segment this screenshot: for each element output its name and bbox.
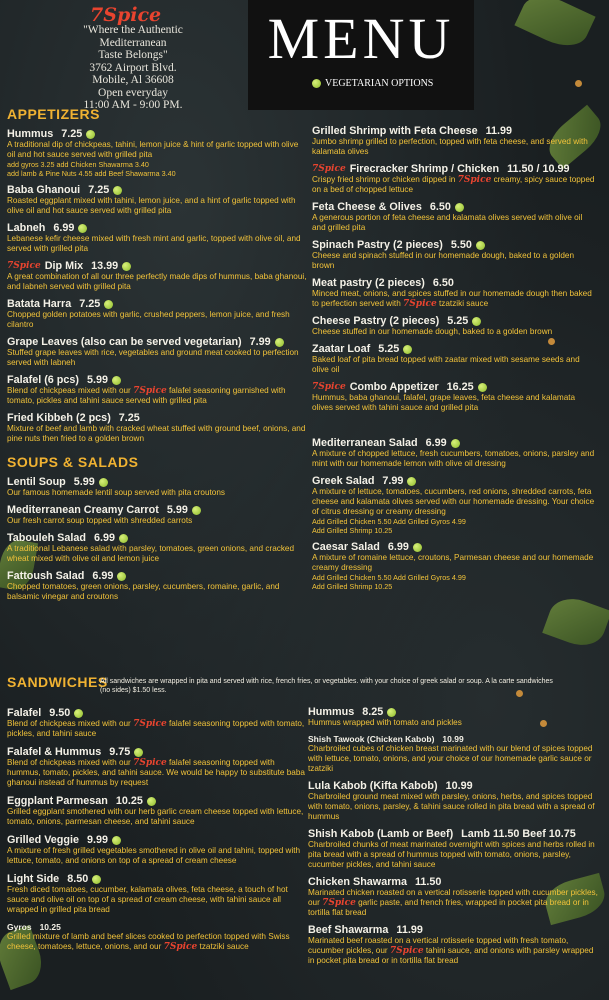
green-dot-icon [451, 439, 460, 448]
menu-item-description: Stuffed grape leaves with rice, vegetables and ground meat cooked to perfection served with labneh [7, 348, 299, 367]
menu-item-price: 11.50 / 10.99 [507, 163, 570, 175]
menu-item-name: Fattoush Salad [7, 570, 85, 582]
menu-item-name: Zaatar Loaf [312, 343, 371, 355]
left-sandwiches-column [7, 700, 307, 952]
menu-item-name-row [308, 734, 598, 744]
menu-item-description: Charbroiled cubes of chicken breast marinated with our blend of spices topped with lettuce, tomato, onions, and your choice of our homemade garlic sauce or tzatziki [308, 744, 593, 773]
menu-item-price: 5.25 [378, 343, 400, 355]
menu-item-name-row [7, 873, 307, 885]
menu-item-name-row [312, 541, 597, 553]
green-dot-icon [117, 572, 126, 581]
menu-item-name: Mediterranean Creamy Carrot [7, 504, 159, 516]
green-dot-icon [147, 797, 156, 806]
menu-item-name: Greek Salad [312, 475, 375, 487]
menu-item-description: A traditional Lebanese salad with parsley, tomatoes, green onions, and cracked wheat mixed with olive oil and lemon juice [7, 544, 295, 563]
menu-item [7, 922, 307, 952]
tagline-line: Taste Belongs" [98, 49, 168, 61]
menu-item-name-row [308, 828, 598, 840]
appetizers-list-right [312, 125, 597, 413]
menu-item [7, 298, 307, 330]
menu-item-price: 5.50 [450, 239, 472, 251]
menu-item [308, 876, 598, 918]
menu-item-addon: add gyros 3.25 add Chicken Shawarma 3.40 [7, 160, 149, 169]
green-dot-icon [407, 477, 416, 486]
menu-item-price: 6.50 [429, 201, 451, 213]
menu-item [7, 260, 307, 292]
vegetarian-legend-label: VEGETARIAN OPTIONS [325, 78, 434, 89]
menu-item-name: Grilled Veggie [7, 834, 80, 846]
menu-item-name: Feta Cheese & Olives [312, 201, 422, 213]
menu-item-name-row [312, 343, 597, 355]
menu-item-name-row [312, 201, 597, 213]
tagline-line: 3762 Airport Blvd. [89, 61, 177, 74]
menu-item-name-row [7, 374, 307, 386]
menu-item-description: Grilled mixture of lamb and beef slices cooked to perfection topped with Swiss cheese, tomatoes, lettuce, onions, and our 7Spice tzatziki sauce [7, 932, 290, 952]
menu-item-name: Firecracker Shrimp / Chicken [349, 163, 500, 175]
restaurant-info [28, 24, 238, 112]
menu-item-name: Lentil Soup [7, 476, 66, 488]
menu-item [308, 780, 598, 822]
menu-item-name: Spinach Pastry (2 pieces) [312, 239, 443, 251]
menu-item-price: 11.50 [415, 876, 442, 888]
menu-item-name: Caesar Salad [312, 541, 380, 553]
menu-item [312, 381, 597, 413]
menu-item [7, 184, 307, 216]
menu-item-price: 8.25 [362, 706, 384, 718]
menu-item-name-row [312, 125, 597, 137]
menu-item-description: Roasted eggplant mixed with tahini, lemon juice, and a hint of garlic topped with olive oil and hot sauce served with grilled pita [7, 196, 296, 215]
menu-item [7, 707, 307, 739]
menu-item [7, 873, 307, 915]
menu-item-description: Crispy fried shrimp or chicken dipped in 7Spice creamy, spicy sauce topped on a bed of chopped lettuce [312, 175, 595, 194]
menu-item-price: 6.99 [53, 222, 75, 234]
green-dot-icon [104, 300, 113, 309]
menu-title: MENU [267, 6, 455, 71]
menu-item-name-row [7, 128, 307, 140]
menu-item [7, 746, 307, 788]
menu-item [312, 315, 597, 337]
menu-item-name: Cheese Pastry (2 pieces) [312, 315, 440, 327]
menu-item [312, 343, 597, 375]
green-dot-icon [476, 241, 485, 250]
menu-item-description: Marinated chicken roasted on a vertical rotisserie topped with cucumber pickles, our 7Spice garlic paste, and french fries, wrapped in pocket pita bread or in tortilla flat bread [308, 888, 598, 917]
brand-mark: 7Spice [322, 898, 356, 908]
brand-mark: 7Spice [133, 758, 167, 768]
menu-item-addon: Add Grilled Shrimp 10.25 [312, 526, 393, 535]
menu-item [7, 412, 307, 444]
menu-item-name-row [7, 260, 307, 272]
menu-item-description: A mixture of fresh grilled vegetables smothered in olive oil and tahini, topped with lettuce, tomato, and onions on top of a spread of cream cheese [7, 846, 301, 865]
menu-item-name-row [7, 746, 307, 758]
menu-item-price: 5.99 [166, 504, 188, 516]
menu-item-price: 16.25 [446, 381, 474, 393]
menu-title-box [248, 0, 474, 110]
menu-item-price: 10.99 [445, 780, 473, 792]
sandwiches-note: All sandwiches are wrapped in pita and served with rice, french fries, or vegetables. with your choice of greek salad or soup. A la carte sandwiches (no sides) $1.50 less. [100, 678, 553, 694]
brand-mark: 7Spice [312, 382, 346, 392]
menu-item-price: 7.25 [79, 298, 101, 310]
menu-item-name: Light Side [7, 873, 60, 885]
green-dot-icon [478, 383, 487, 392]
menu-item-description: A mixture of lettuce, tomatoes, cucumbers, red onions, shredded carrots, feta cheese and kalamata olives served with our homemade dressing. Your choice of citrus dressing or creamy dressing [312, 487, 595, 516]
menu-item-addon: Add Grilled Shrimp 10.25 [312, 582, 393, 591]
menu-item-price: 7.99 [249, 336, 271, 348]
menu-item-name-row [7, 504, 307, 516]
menu-item [7, 504, 307, 526]
menu-item [312, 541, 597, 591]
menu-item-name: Dip Mix [44, 260, 84, 272]
menu-item-description: Chopped tomatoes, green onions, parsley, cucumbers, romaine, garlic, and balsamic vinegar and croutons [7, 582, 280, 601]
menu-item-price: 9.75 [109, 746, 131, 758]
menu-item-price: 6.99 [94, 532, 116, 544]
brand-mark: 7Spice [457, 175, 492, 185]
menu-item-description: A generous portion of feta cheese and kalamata olives served with olive oil and grilled pita [312, 213, 583, 232]
green-dot-icon [403, 345, 412, 354]
menu-item [312, 277, 597, 309]
menu-item-name-row [308, 924, 598, 936]
menu-item-description: A traditional dip of chickpeas, tahini, lemon juice & hint of garlic topped with olive oil and hot sauce served with grilled pita [7, 140, 299, 159]
menu-item-name-row [7, 707, 307, 719]
menu-item-description: Blend of chickpeas mixed with our 7Spice falafel seasoning topped with hummus, tomato, pickles, and tahini sauce. We would be happy to substitute baba ghanoui instead of hummus by request [7, 758, 305, 787]
menu-item-name: Combo Appetizer [349, 381, 439, 393]
salads-list-right [312, 437, 597, 591]
tagline-line: Open everyday [98, 86, 168, 99]
green-dot-icon [112, 376, 121, 385]
menu-item-name: Batata Harra [7, 298, 72, 310]
menu-item-description: Marinated beef roasted on a vertical rotisserie topped with fresh tomato, cucumber pickles, our 7Spice tahini sauce, and onions with parsley wrapped in pocket pita bread or in tortilla flat bread [308, 936, 594, 965]
menu-item [312, 437, 597, 469]
menu-item-name: Baba Ghanoui [7, 184, 81, 196]
green-dot-icon [192, 506, 201, 515]
menu-item-description: Cheese stuffed in our homemade dough, baked to a golden brown [312, 327, 553, 336]
menu-header [0, 0, 609, 111]
menu-item-name-row [312, 163, 597, 175]
menu-item-name-row [7, 795, 307, 807]
menu-item-price: 13.99 [91, 260, 119, 272]
right-sandwiches-column [308, 700, 598, 966]
menu-item-name: Grape Leaves (also can be served vegetarian) [7, 336, 242, 348]
menu-item-price: 7.25 [118, 412, 140, 424]
green-dot-icon [78, 224, 87, 233]
sandwiches-list-right [308, 706, 598, 966]
menu-item-description: Grilled eggplant smothered with our herb garlic cream cheese topped with lettuce, tomato, onions, parmesan cheese, and tahini sauce [7, 807, 304, 826]
soups-salads-list [7, 476, 307, 602]
menu-item [7, 374, 307, 406]
sandwiches-list-left [7, 707, 307, 952]
menu-item-name: Beef Shawarma [308, 924, 389, 936]
brand-mark: 7Spice [389, 946, 424, 956]
vegetarian-legend [312, 78, 433, 89]
menu-item-addon: add lamb & Pine Nuts 4.55 add Beef Shawarma 3.40 [7, 169, 176, 178]
menu-item-name: Mediterranean Salad [312, 437, 418, 449]
menu-item-name-row [7, 922, 307, 932]
tagline-line: "Where the Authentic [83, 24, 183, 36]
menu-item-description: A mixture of chopped lettuce, fresh cucumbers, tomatoes, onions, parsley and mint with our homemade lemon with olive oil dressing [312, 449, 595, 468]
menu-item-name-row [7, 298, 307, 310]
menu-item-description: Fresh diced tomatoes, cucumber, kalamata olives, feta cheese, a touch of hot sauce and olive oil on top of a spread of cream cheese, with tahini sauce all wrapped in grilled pita bread [7, 885, 288, 914]
menu-item [308, 734, 598, 774]
menu-item-addon: Add Grilled Chicken 5.50 Add Grilled Gyros 4.99 [312, 573, 466, 582]
menu-item-name: Gyros [7, 922, 32, 932]
menu-item-price: 8.50 [67, 873, 89, 885]
menu-item [7, 532, 307, 564]
menu-item [7, 795, 307, 827]
menu-item-name: Tabouleh Salad [7, 532, 86, 544]
green-dot-icon [112, 836, 121, 845]
menu-item-description: Blend of chickpeas mixed with our 7Spice falafel seasoning topped with tomato, pickles, and tahini sauce [7, 719, 305, 738]
green-dot-icon [134, 748, 143, 757]
menu-item [312, 125, 597, 157]
menu-item-name-row [312, 437, 597, 449]
menu-item-name: Labneh [7, 222, 46, 234]
menu-item-description: Blend of chickpeas mixed with our 7Spice falafel seasoning garnished with tomato, pickles and tahini sauce served with grilled pita [7, 386, 286, 405]
green-dot-icon [92, 875, 101, 884]
menu-item-name-row [312, 239, 597, 251]
green-dot-icon [99, 478, 108, 487]
menu-item [308, 828, 598, 870]
green-dot-icon [275, 338, 284, 347]
menu-item-name-row [7, 834, 307, 846]
menu-item-name: Shish Kabob (Lamb or Beef) [308, 828, 454, 840]
menu-item-description: A great combination of all our three perfectly made dips of hummus, baba ghanoui, and labneh served with grilled pita [7, 272, 307, 291]
menu-item-price: 6.99 [425, 437, 447, 449]
menu-item-name: Hummus [308, 706, 355, 718]
menu-item-name-row [7, 184, 307, 196]
brand-mark: 7Spice [163, 942, 198, 952]
menu-item [7, 570, 307, 602]
green-dot-icon [119, 534, 128, 543]
green-dot-icon [113, 186, 122, 195]
menu-item-price: 7.99 [382, 475, 404, 487]
menu-item-name-row [7, 532, 307, 544]
tagline-line: Mediterranean [99, 36, 167, 49]
menu-item-price: 7.25 [61, 128, 83, 140]
soups-salads-heading: SOUPS & SALADS [7, 454, 139, 470]
menu-item-description: Charbroiled chunks of meat marinated overnight with spices and herbs rolled in pita bread with a spread of hummus topped with tomato, onions, parsley, cucumber pickles, and tahini sauce [308, 840, 595, 869]
menu-item-name: Falafel [7, 707, 42, 719]
menu-item-name: Meat pastry (2 pieces) [312, 277, 425, 289]
menu-item-name: Eggplant Parmesan [7, 795, 108, 807]
menu-item-price: 9.50 [49, 707, 71, 719]
menu-item-name: Lula Kabob (Kifta Kabob) [308, 780, 438, 792]
menu-item-description: Lebanese kefir cheese mixed with fresh mint and garlic, topped with olive oil, and served with grilled pita [7, 234, 301, 253]
menu-item-name: Falafel & Hummus [7, 746, 102, 758]
menu-item-price: 7.25 [88, 184, 110, 196]
menu-item [7, 336, 307, 368]
menu-item-name-row [312, 315, 597, 327]
menu-item-description: Hummus wrapped with tomato and pickles [308, 718, 462, 727]
menu-item-name-row [308, 706, 598, 718]
menu-item-description: Minced meat, onions, and spices stuffed in our homemade dough then baked to perfection served with 7Spice tzatziki sauce [312, 289, 592, 309]
menu-item [312, 163, 597, 195]
menu-item [308, 706, 598, 728]
green-dot-icon [413, 543, 422, 552]
menu-item-name-row [312, 277, 597, 289]
green-dot-icon [387, 708, 396, 717]
menu-item-price: 9.99 [87, 834, 109, 846]
menu-item-name-row [7, 336, 307, 348]
menu-item-price: 5.25 [447, 315, 469, 327]
green-dot-icon [312, 79, 321, 88]
brand-mark: 7Spice [403, 299, 437, 309]
menu-item-name: Shish Tawook (Chicken Kabob) [308, 734, 435, 744]
green-dot-icon [472, 317, 481, 326]
menu-item-description: Mixture of beef and lamb with cracked wheat stuffed with ground beef, onions, and pine nuts then fried to a golden brown [7, 424, 306, 443]
appetizers-list [7, 128, 307, 444]
green-dot-icon [74, 709, 83, 718]
menu-item [312, 201, 597, 233]
menu-item-description: Jumbo shrimp grilled to perfection, topped with feta cheese, and served with kalamata olives [312, 137, 588, 156]
menu-item-description: A mixture of romaine lettuce, croutons, Parmesan cheese and our homemade creamy dressing [312, 553, 594, 572]
brand-mark: 7Spice [7, 261, 41, 271]
menu-item [7, 476, 307, 498]
appetizers-heading: APPETIZERS [7, 106, 100, 122]
menu-item-name-row [312, 475, 597, 487]
menu-item-addon: Add Grilled Chicken 5.50 Add Grilled Gyros 4.99 [312, 517, 466, 526]
tagline-line: 11:00 AM - 9:00 PM. [83, 99, 183, 111]
left-column [7, 106, 307, 602]
menu-item-description: Our fresh carrot soup topped with shredded carrots [7, 516, 193, 525]
menu-item-price: 6.50 [432, 277, 454, 289]
menu-item-name: Chicken Shawarma [308, 876, 408, 888]
menu-item [312, 239, 597, 271]
menu-item-description: Chopped golden potatoes with garlic, crushed peppers, lemon juice, and fresh cilantro [7, 310, 290, 329]
menu-item [7, 222, 307, 254]
menu-item-name-row [7, 570, 307, 582]
brand-mark: 7Spice [133, 386, 167, 396]
menu-item-price: 10.25 [39, 922, 61, 932]
menu-item-price: 6.99 [92, 570, 114, 582]
menu-item [312, 475, 597, 535]
menu-item-name-row [7, 476, 307, 488]
menu-item-price: 11.99 [485, 125, 513, 137]
menu-item-name: Hummus [7, 128, 54, 140]
menu-item-name-row [7, 222, 307, 234]
brand-mark: 7Spice [312, 164, 346, 174]
menu-item-name-row [308, 876, 598, 888]
menu-item-description: Baked loaf of pita bread topped with zaatar mixed with sesame seeds and olive oil [312, 355, 580, 374]
menu-item-price: 10.25 [115, 795, 143, 807]
menu-item-price: 11.99 [396, 924, 423, 936]
menu-item-description: Charbroiled ground meat mixed with parsley, onions, herbs, and spices topped with tomato, onions, parsley, & tahini sauce rolled in pita bread with a spread of hummus [308, 792, 595, 821]
menu-item-price: 6.99 [387, 541, 409, 553]
menu-item [7, 128, 307, 178]
brand-mark: 7Spice [133, 719, 167, 729]
tagline-line: Mobile, Al 36608 [92, 74, 174, 86]
menu-item-name: Fried Kibbeh (2 pcs) [7, 412, 111, 424]
menu-item-description: Hummus, baba ghanoui, falafel, grape leaves, feta cheese and kalamata olives served with tahini sauce and grilled pita [312, 393, 576, 412]
menu-item-price: Lamb 11.50 Beef 10.75 [461, 828, 576, 840]
menu-item-description: Our famous homemade lentil soup served with pita croutons [7, 488, 225, 497]
restaurant-logo: 7Spice [90, 4, 162, 26]
menu-item-name: Falafel (6 pcs) [7, 374, 80, 386]
menu-item-name-row [312, 381, 597, 393]
menu-item-description: Cheese and spinach stuffed in our homemade dough, baked to a golden brown [312, 251, 575, 270]
green-dot-icon [86, 130, 95, 139]
menu-item-name-row [7, 412, 307, 424]
menu-item [7, 834, 307, 866]
menu-item-price: 10.99 [442, 734, 464, 744]
menu-item [308, 924, 598, 966]
menu-item-price: 5.99 [87, 374, 109, 386]
sandwiches-heading: SANDWICHES [7, 674, 108, 690]
menu-item-price: 5.99 [73, 476, 95, 488]
green-dot-icon [122, 262, 131, 271]
green-dot-icon [455, 203, 464, 212]
right-column [312, 119, 597, 591]
menu-item-name-row [308, 780, 598, 792]
menu-item-name: Grilled Shrimp with Feta Cheese [312, 125, 478, 137]
